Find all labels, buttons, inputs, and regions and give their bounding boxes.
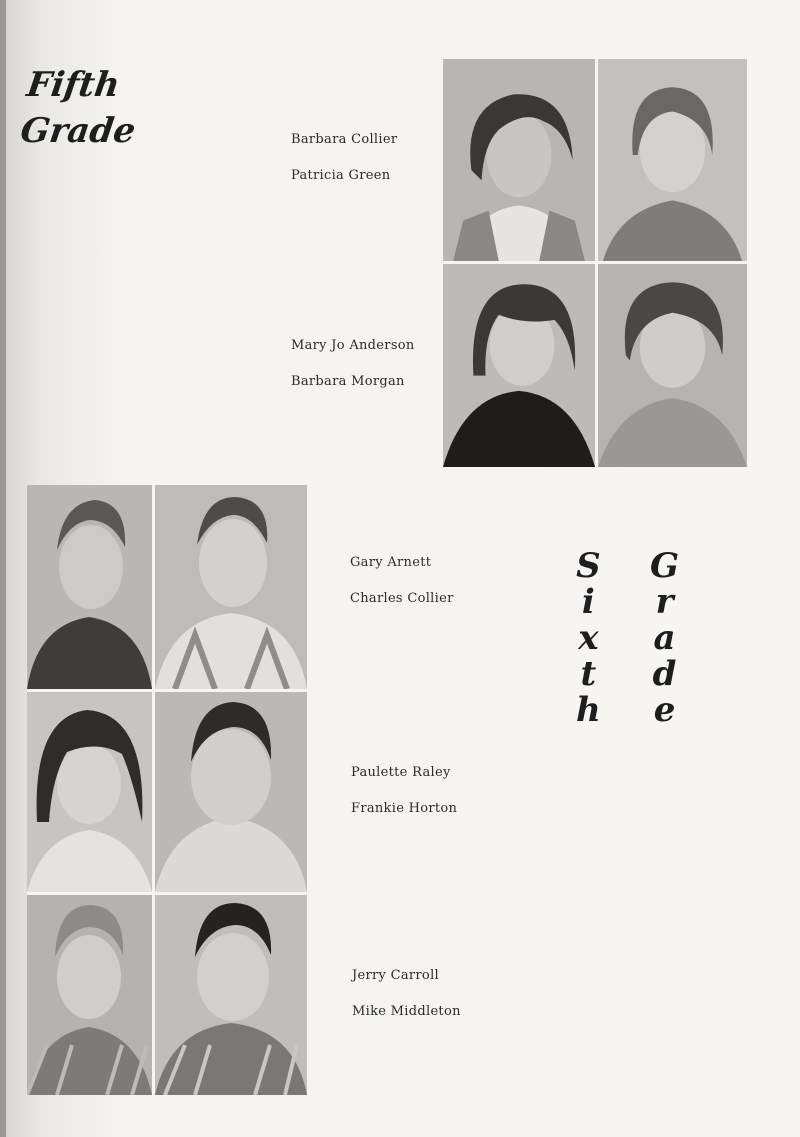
- heading-letter: e: [653, 690, 676, 730]
- heading-letter: r: [655, 582, 674, 622]
- student-name: Barbara Collier: [291, 132, 398, 147]
- student-photo: [27, 485, 152, 689]
- student-name: Patricia Green: [291, 168, 391, 183]
- student-name: Paulette Raley: [351, 765, 451, 780]
- fifth-grade-photo-grid: [443, 59, 747, 467]
- student-photo: [27, 895, 152, 1095]
- student-name: Barbara Morgan: [291, 374, 405, 389]
- fifth-grade-heading: [18, 62, 145, 154]
- grade-heading-word: [650, 548, 679, 728]
- binding-edge: [0, 0, 6, 1137]
- student-name: Jerry Carroll: [352, 968, 439, 983]
- heading-letter: i: [581, 582, 595, 622]
- student-photo: [155, 895, 307, 1095]
- fifth-grade-heading-line2: Grade: [17, 111, 138, 151]
- student-photo: [443, 264, 595, 467]
- heading-letter: t: [580, 654, 597, 694]
- student-name: Mike Middleton: [352, 1004, 461, 1019]
- sixth-grade-names-row1: [350, 553, 454, 625]
- sixth-grade-names-row3: [352, 966, 461, 1038]
- student-photo: [27, 692, 152, 892]
- student-photo: [155, 692, 307, 892]
- student-name: Gary Arnett: [350, 555, 432, 570]
- sixth-grade-photo-grid: [27, 485, 307, 1095]
- heading-letter: d: [652, 654, 677, 694]
- heading-letter: S: [576, 546, 601, 586]
- student-name: Frankie Horton: [351, 801, 458, 816]
- fifth-grade-names-row2: [291, 336, 415, 408]
- heading-letter: x: [578, 618, 599, 658]
- student-photo: [598, 59, 747, 261]
- student-photo: [443, 59, 595, 261]
- fifth-grade-heading-line1: Fifth: [24, 65, 123, 105]
- student-name: Mary Jo Anderson: [291, 338, 415, 353]
- heading-letter: a: [653, 618, 676, 658]
- student-photo: [155, 485, 307, 689]
- sixth-grade-names-row2: [351, 763, 457, 835]
- student-name: Charles Collier: [350, 591, 454, 606]
- heading-letter: h: [576, 690, 601, 730]
- sixth-heading-word: [576, 548, 601, 728]
- student-photo: [598, 264, 747, 467]
- fifth-grade-names-row1: [291, 130, 397, 202]
- heading-letter: G: [650, 546, 680, 586]
